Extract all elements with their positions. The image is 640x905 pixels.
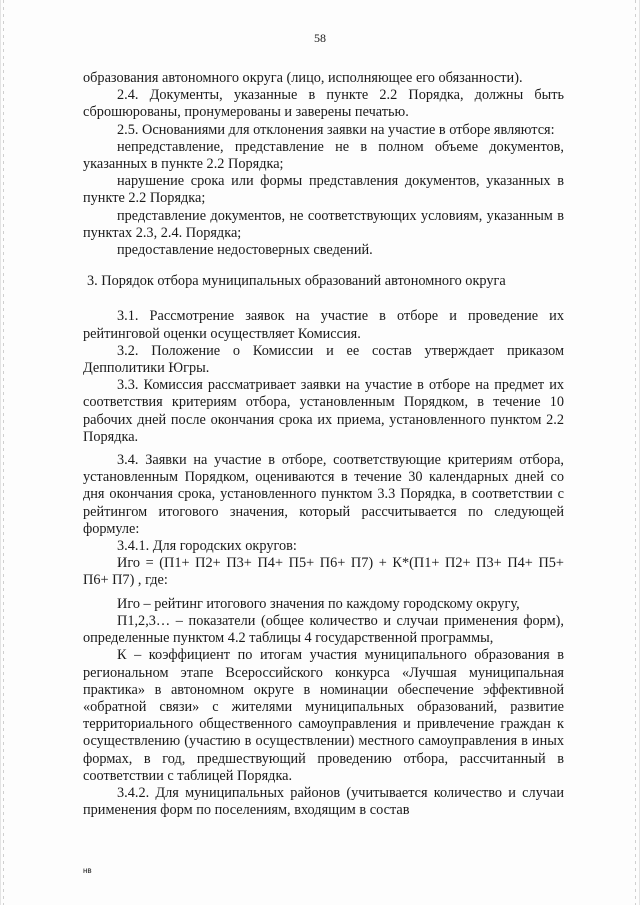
footer-code: нв (83, 866, 92, 875)
list-item: непредставление, представление не в полном объеме документов, указанных в пункте 2.2 Порядка; (83, 138, 564, 173)
list-item: нарушение срока или формы представления документов, указанных в пункте 2.2 Порядка; (83, 173, 564, 207)
paragraph-3-1: 3.1. Рассмотрение заявок на участие в отборе и проведение их рейтинговой оценки осуществляет Комиссия. (83, 308, 564, 342)
paragraph-3-4-2: 3.4.2. Для муниципальных районов (учитывается количество и случаи применения форм по поселениям, входящим в состав (83, 784, 564, 819)
paragraph-3-4: 3.4. Заявки на участие в отборе, соответствующие критериям отбора, установленным Порядком, оцениваются в течение 30 календарных дней со дня окончания срока, установленного пунктом 3.3 Порядка, в соответствии с рейтингом итогового значения, который рассчитывается по следующей формуле: (83, 452, 564, 537)
paragraph-3-4-1: 3.4.1. Для городских округов: (117, 538, 297, 555)
document-body (83, 70, 564, 819)
scan-edge-right (635, 0, 636, 905)
definition-igo: Иго – рейтинг итогового значения по каждому городскому округу, (117, 595, 520, 612)
list-item: представление документов, не соответствующих условиям, указанным в пунктах 2.3, 2.4. Порядка; (83, 207, 564, 241)
paragraph-2-4: 2.4. Документы, указанные в пункте 2.2 Порядка, должны быть сброшюрованы, пронумерованы и заверены печатью. (83, 87, 564, 121)
page-number: 58 (314, 31, 326, 45)
section-heading-3: 3. Порядок отбора муниципальных образований автономного округа (87, 273, 506, 290)
paragraph-3-3: 3.3. Комиссия рассматривает заявки на участие в отборе на предмет их соответствия критериям отбора, установленным Порядком, в течение 10 рабочих дней после окончания срока их приема, установленного пунктом 2.2 Порядка. (83, 377, 564, 445)
list-item: предоставление недостоверных сведений. (117, 242, 373, 259)
paragraph-2-5: 2.5. Основаниями для отклонения заявки на участие в отборе являются: (117, 121, 555, 138)
formula: Иго = (П1+ П2+ П3+ П4+ П5+ П6+ П7) + К*(П1+ П2+ П3+ П4+ П5+ П6+ П7) , где: (83, 555, 564, 589)
definition-k: К – коэффициент по итогам участия муниципального образования в региональном этапе Всероссийского конкурса «Лучшая муниципальная практика» в автономном округе в номинации обеспечение эффективной «обратной связи» с жителями муниципальных образований, развитие территориального общественного самоуправления и привлечение граждан к осуществлению (участию в осуществлении) местного самоуправления в иных формах, в год, предшествующий проведению отбора, рассчитанный в соответствии с таблицей Порядка. (83, 647, 564, 784)
paragraph: образования автономного округа (лицо, исполняющее его обязанности). (83, 70, 523, 86)
definition-p: П1,2,3… – показатели (общее количество и случаи применения форм), определенные пунктом 4.2 таблицы 4 государственной программы, (83, 612, 564, 647)
scan-edge-left (3, 0, 4, 905)
paragraph-3-2: 3.2. Положение о Комиссии и ее состав утверждает приказом Депполитики Югры. (83, 342, 564, 377)
